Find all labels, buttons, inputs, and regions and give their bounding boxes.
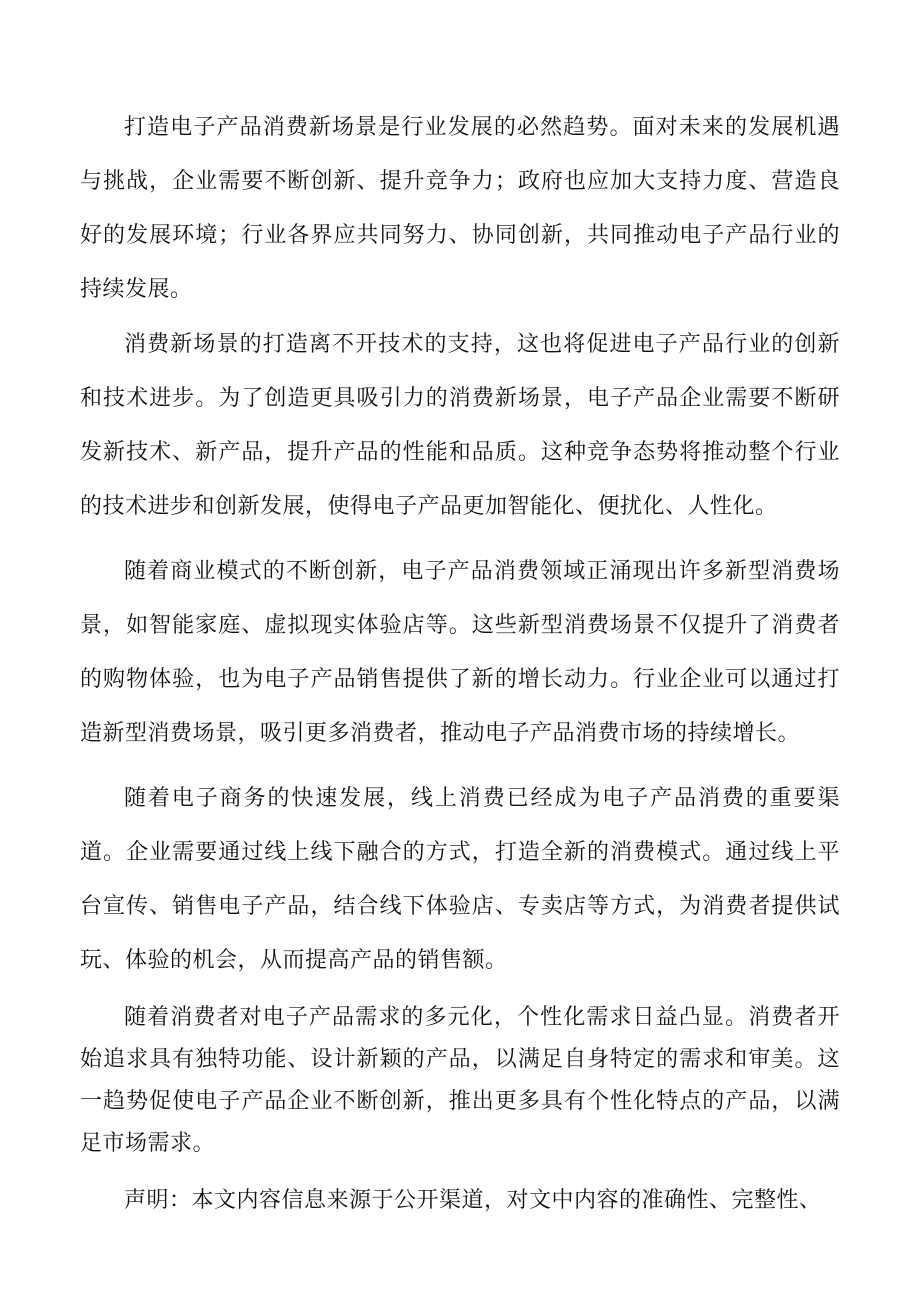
paragraph-technology-support: 消费新场景的打造离不开技术的支持，这也将促进电子产品行业的创新和技术进步。为了创造更具吸引力的消费新场景，电子产品企业需要不断研发新技术、新产品，提升产品的性能和品质。这种竞争态势将推动整个行业的技术进步和创新发展，使得电子产品更加智能化、便扰化、人性化。: [80, 332, 840, 519]
paragraph-business-model: 随着商业模式的不断创新，电子产品消费领域正涌现出许多新型消费场景，如智能家庭、虚拟现实体验店等。这些新型消费场景不仅提升了消费者的购物体验，也为电子产品销售提供了新的增长动力。行业企业可以通过打造新型消费场景，吸引更多消费者，推动电子产品消费市场的持续增长。: [80, 559, 840, 746]
paragraph-ecommerce: 随着电子商务的快速发展，线上消费已经成为电子产品消费的重要渠道。企业需要通过线上线下融合的方式，打造全新的消费模式。通过线上平台宣传、销售电子产品，结合线下体验店、专卖店等方式，为消费者提供试玩、体验的机会，从而提高产品的销售额。: [80, 786, 840, 973]
paragraph-industry-trend: 打造电子产品消费新场景是行业发展的必然趋势。面对未来的发展机遇与挑战，企业需要不断创新、提升竞争力；政府也应加大支持力度、营造良好的发展环境；行业各界应共同努力、协同创新，共同推动电子产品行业的持续发展。: [80, 115, 840, 302]
paragraph-personalization: 随着消费者对电子产品需求的多元化，个性化需求日益凸显。消费者开始追求具有独特功能、设计新颖的产品，以满足自身特定的需求和审美。这一趋势促使电子产品企业不断创新，推出更多具有个性化特点的产品，以满足市场需求。: [80, 1005, 840, 1156]
paragraph-disclaimer: 声明：本文内容信息来源于公开渠道，对文中内容的准确性、完整性、: [124, 1188, 822, 1213]
